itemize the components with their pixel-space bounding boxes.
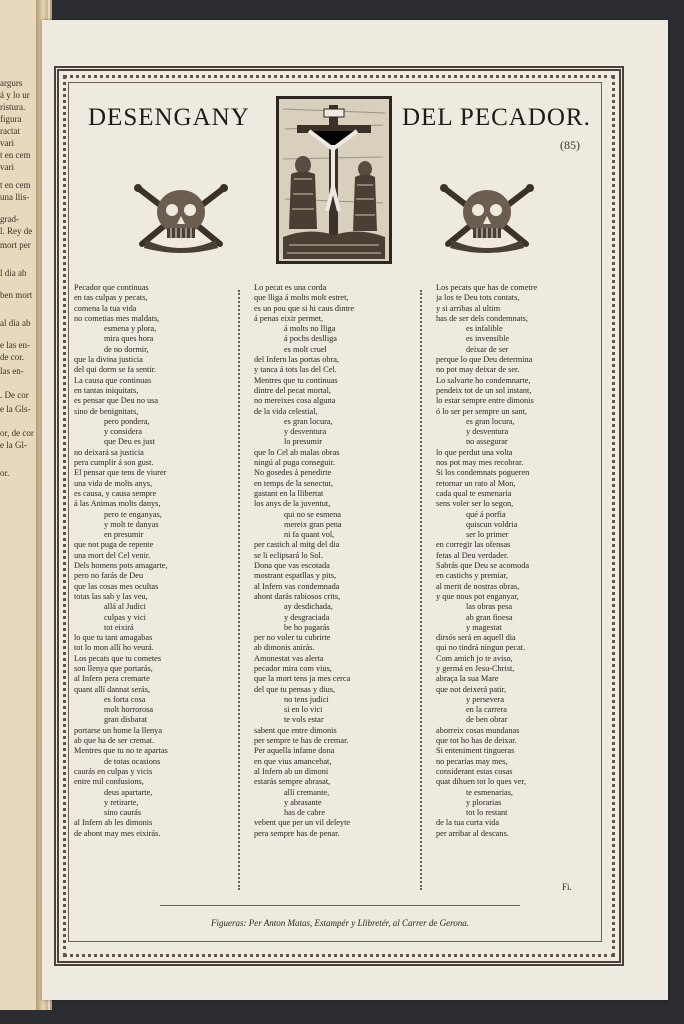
column-divider [238, 290, 244, 890]
poem-line: y tanca á tots las del Cel. [254, 365, 337, 375]
poem-line: y magestat [466, 622, 502, 632]
poem-line: lo que perdut una volta [436, 447, 513, 457]
poem-line: las obras pesa [466, 602, 513, 612]
poem-line: á penas eixir permet, [254, 313, 324, 323]
facing-page-fragment: una llis- [0, 192, 30, 202]
facing-page-fragment: or, de cor [0, 428, 34, 438]
poem-column-2 [254, 283, 420, 839]
poem-line: be ho pagarás [284, 622, 330, 632]
poem-line: molt horrorosa [104, 705, 154, 715]
poem-line: Si los condemnats pogueren [436, 468, 530, 478]
poem-line: Los pecats que tu cometes [74, 653, 162, 663]
poem-line: quat dihuen tot lo ques ver, [436, 777, 526, 787]
facing-page-fragment: vari [0, 138, 14, 148]
poem-line: ab dimonis anirás. [254, 643, 315, 653]
facing-page-fragment: ristura. [0, 102, 26, 112]
poem-line: del qui dorm se fa sentir. [74, 365, 157, 375]
poem-line: aborreix cosas mundanas [436, 725, 520, 735]
poem-line: no pecarias may mes, [436, 756, 508, 766]
poem-line: es forta cosa [104, 694, 146, 704]
poem-line: quant allí dannat serás, [74, 684, 151, 694]
poem-line: allá al Judici [104, 602, 146, 612]
crucifixion-woodcut [276, 96, 392, 264]
poem-line: al Infern vas condemnada [254, 581, 340, 591]
poem-line: á las Animas molts danys, [74, 499, 161, 509]
poem-line: es gran locura, [466, 416, 515, 426]
poem-line: no deixará sa justicia [74, 447, 144, 457]
poem-line: si en lo vici [284, 705, 323, 715]
facing-page-fragment: t en cem [0, 150, 31, 160]
poem-line: La causa que continuas [74, 375, 152, 385]
poem-line: son llenya que portarás, [74, 663, 153, 673]
poem-line: totas las sab y las veu, [74, 591, 148, 601]
facing-page-fragment: e las en- [0, 340, 30, 350]
poem-line: Per aquella infame dona [254, 746, 335, 756]
poem-line: no assegurar [466, 437, 508, 447]
facing-page-fragment: l. Rey de [0, 226, 33, 236]
poem-line: qui no se esmena [284, 509, 341, 519]
poem-line: de no dormir, [104, 344, 149, 354]
poem-line: sabent que entre dimonis [254, 725, 337, 735]
poem-line: abraça la sua Mare [436, 674, 499, 684]
poem-line: fetas al Deu verdader. [436, 550, 509, 560]
facing-page-fragment: or. [0, 468, 10, 478]
poem-line: una vida de molts anys, [74, 478, 153, 488]
poem-line: del Infern las portas obra, [254, 355, 340, 365]
facing-page-fragment: argurs [0, 78, 23, 88]
poem-line: que la divina justicia [74, 355, 143, 365]
skull-icon [440, 182, 534, 254]
poem-line: en castichs y premiar, [436, 571, 509, 581]
poem-column-3 [436, 283, 602, 839]
poem-line: per no voler tu cubrirte [254, 633, 331, 643]
poem-line: mereix gran pena [284, 519, 342, 529]
poem-line: que Deu es just [104, 437, 155, 447]
skull-crossbones-left [134, 182, 228, 254]
facing-page-fragment: e la Gl- [0, 440, 27, 450]
poem-line: tot lo mon allí ho veurá. [74, 643, 154, 653]
poem-line: en la carrera [466, 705, 507, 715]
poem-line: ab gran finesa [466, 612, 513, 622]
poem-line: en tas culpas y pecats, [74, 293, 148, 303]
facing-page-fragment: de cor. [0, 352, 24, 362]
facing-page-fragment: mort per [0, 240, 31, 250]
poem-line: que la mort tens ja mes cerca [254, 674, 351, 684]
poem-line: no cometias mes maldats, [74, 313, 160, 323]
poem-line: gran disbarat [104, 715, 148, 725]
poem-line: en que vius amancebat, [254, 756, 332, 766]
poem-line: qui no tindrá ningun pecat. [436, 643, 526, 653]
poem-line: en temps de la senectut, [254, 478, 334, 488]
poem-line: ó lo ser per sempre un sant, [436, 406, 528, 416]
poem-line: que lo Cel ab malas obras [254, 447, 340, 457]
poem-line: dintre del pecat mortal, [254, 385, 331, 395]
poem-line: que tot ho has de deixar. [436, 736, 517, 746]
poem-line: entre mil confusions, [74, 777, 144, 787]
poem-line: esmena y plora, [104, 324, 157, 334]
poem-line: sino de benignitats, [74, 406, 139, 416]
poem-line: tot eixirá [104, 622, 134, 632]
facing-page-fragment: ben mort [0, 290, 33, 300]
poem-line: es gran locura, [284, 416, 333, 426]
poem-column-1 [74, 283, 240, 839]
poem-line: dirsós será en aquell dia [436, 633, 516, 643]
poem-line: en tantas iniquitats, [74, 385, 139, 395]
poem-line: es invensible [466, 334, 510, 344]
poem-line: sens voler ser lo segon, [436, 499, 514, 509]
poem-line: Sabrás que Deu se acomoda [436, 561, 530, 571]
poem-line: no mereixes cosa alguna [254, 396, 336, 406]
poem-line: de ben obrar [466, 715, 508, 725]
poem-line: los anys de la juventut, [254, 499, 331, 509]
poem-line: has de cabre [284, 808, 325, 818]
poem-line: Los pecats que has de cometre [436, 283, 538, 292]
poem-line: que not puga de repente [74, 540, 154, 550]
poem-line: en presumir [104, 530, 144, 540]
poem-line: es molt cruel [284, 344, 327, 354]
poem-line: es pensar que Deu no usa [74, 396, 159, 406]
poem-line: y considera [104, 427, 143, 437]
poem-line: pero pondera, [104, 416, 150, 426]
poem-line: quiscun voldria [466, 519, 518, 529]
poem-line: al Infern ab un dimoni [254, 766, 329, 776]
poem-line: una mort del Cel venir. [74, 550, 151, 560]
facing-page-fragment: grad- [0, 214, 19, 224]
poem-line: se li eclipsará lo Sol. [254, 550, 323, 560]
poem-line: perque lo que Deu determina [436, 355, 533, 365]
poem-line: no pot may deixar de ser. [436, 365, 520, 375]
poem-line: que las cosas mes ocultas [74, 581, 159, 591]
poem-line: retornar un rato al Mon, [436, 478, 516, 488]
poem-line: que not deixerá patir, [436, 684, 507, 694]
page-number: (85) [560, 138, 580, 152]
poem-line: Mentres que tu no te apartas [74, 746, 168, 756]
poem-line: cada qual te esmenaria [436, 488, 512, 498]
facing-page-fragment: ractat [0, 126, 20, 136]
poem-line: es un pou que si hi caus dintre [254, 303, 355, 313]
skull-crossbones-right [440, 182, 534, 254]
poem-line: Com amich jo te aviso, [436, 653, 513, 663]
poem-line: ningú al puga conseguir. [254, 458, 336, 468]
printer-imprint: Figueras: Per Anton Matas, Estampér y Llibretér, al Carrer de Gerona. [210, 918, 470, 928]
facing-page-fragment: . De cor [0, 390, 29, 400]
poem-line: Mentres que tu continuas [254, 375, 338, 385]
poem-line: pero no farás de Deu [74, 571, 144, 581]
poem-line: es causa, y causa sempre [74, 488, 157, 498]
poem-line: ni fa quant vol, [284, 530, 335, 540]
poem-line: per castich al mitg del dia [254, 540, 340, 550]
poem-line: no tens judici [284, 694, 329, 704]
poem-line: comena la tua vida [74, 303, 137, 313]
facing-page-fragment: figura [0, 114, 22, 124]
poem-line: en corregir las ofensas [436, 540, 511, 550]
poem-line: per arribar al descans. [436, 828, 509, 838]
facing-page-fragment: vari [0, 162, 14, 172]
poem-line: pecador mira com vius, [254, 663, 332, 673]
poem-line: y que nous pot enganyar, [436, 591, 519, 601]
poem-line: al Infern pera cremarte [74, 674, 150, 684]
poem-line: lo presumir [284, 437, 323, 447]
poem-line: deixar de ser [466, 344, 509, 354]
poem-line: considerant estas cosas [436, 766, 513, 776]
poem-line: ab que ha de ser cremat. [74, 736, 155, 746]
poem-line: y desgraciada [284, 612, 330, 622]
poem-line: vebent que per un vil deleyte [254, 818, 351, 828]
poem-line: y germá en Jesu-Christ, [436, 663, 515, 673]
poem-line: y molt te danyas [104, 519, 159, 529]
poem-line: ja los te Deu tots contats, [436, 293, 520, 303]
poem-line: estarás sempre abrasat, [254, 777, 331, 787]
poem-line: al merit de nostras obras, [436, 581, 520, 591]
poem-line: ser lo primer [466, 530, 509, 540]
poem-line: Lo pecat es una corda [254, 283, 327, 292]
poem-line: per sempre te has de cremar. [254, 736, 349, 746]
column-divider [420, 290, 426, 890]
facing-page-fragment: á y lo ur [0, 90, 30, 100]
poem-line: de totas ocasions [104, 756, 161, 766]
poem-line: has de ser dels condemnats, [436, 313, 528, 323]
facing-page-fragment: l dia ab [0, 268, 27, 278]
poem-line: ahont darás rabiosos crits, [254, 591, 341, 601]
poem-line: El pensar que tens de viurer [74, 468, 167, 478]
title-left: DESENGANY [88, 104, 250, 131]
poem-line: culpas y vici [104, 612, 146, 622]
poem-line: Si enteniment tingueras [436, 746, 515, 756]
poem-line: mira ques hora [104, 334, 154, 344]
poem-line: nos pot may mes recobrar. [436, 458, 524, 468]
poem-line: Pecador que continuas [74, 283, 149, 292]
poem-line: que lliga á molts molt estret, [254, 293, 349, 303]
poem-line: caurás en culpas y vicis [74, 766, 153, 776]
poem-line: mostrant espatllas y pits, [254, 571, 337, 581]
poem-line: y retirarte, [104, 797, 139, 807]
facing-page-fragment: al dia ab [0, 318, 31, 328]
poem-line: de la vida celestial, [254, 406, 318, 416]
poem-line: No gosedes á penedirte [254, 468, 332, 478]
poem-line: qué á porfia [466, 509, 506, 519]
poem-line: Dona que vas escotada [254, 561, 330, 571]
poem-line: pendeix tot de un sol instant, [436, 385, 532, 395]
poem-line: lo estar sempre entre dimonis [436, 396, 534, 406]
poem-line: y persevera [466, 694, 505, 704]
poem-line: deus apartarte, [104, 787, 153, 797]
poem-line: pero te enganyas, [104, 509, 162, 519]
footer-rule [160, 905, 520, 906]
poem-line: Lo salvarte ho condemnarte, [436, 375, 531, 385]
poem-line: sino caurás [104, 808, 142, 818]
facing-page-fragment: las en- [0, 366, 24, 376]
poem-line: pera cumplir á son gust. [74, 458, 154, 468]
poem-line: te vols estar [284, 715, 324, 725]
poem-line: al Infern ab les dimonis [74, 818, 153, 828]
poem-line: pera sempre has de penar. [254, 828, 340, 838]
poem-line: Amonestat vas alerta [254, 653, 324, 663]
poem-line: te esmenarias, [466, 787, 513, 797]
poem-line: á pochs deslliga [284, 334, 337, 344]
poem-line: portarse un home la llenya [74, 725, 163, 735]
poem-line: á molts no lliga [284, 324, 336, 334]
poem-line: es infalible [466, 324, 503, 334]
poem-line: y plorarias [466, 797, 502, 807]
poem-line: ay desdichada, [284, 602, 333, 612]
poem-line: lo que tu tant amagabas [74, 633, 153, 643]
poem-line: gastant en la llibertat [254, 488, 324, 498]
poem-line: tot lo restant [466, 808, 508, 818]
crucifixion-image [279, 99, 389, 261]
poem-line: y si arribas al ultim [436, 303, 501, 313]
poem-line: y abrasante [284, 797, 322, 807]
facing-page-fragment: e la Gls- [0, 404, 31, 414]
poem-line: de la tua curta vida [436, 818, 500, 828]
closing-mark: Fi. [562, 882, 572, 892]
poem-line: y desventura [284, 427, 327, 437]
poem-line: y desventura [466, 427, 509, 437]
poem-line: de ahont may mes eixirás. [74, 828, 161, 838]
poem-line: Dels homens pots amagarte, [74, 561, 168, 571]
title-right: DEL PECADOR. [402, 104, 591, 131]
skull-icon [134, 182, 228, 254]
poem-line: allí cremante, [284, 787, 330, 797]
facing-page-fragment: t en cem [0, 180, 31, 190]
poem-line: del que tu pensas y dius, [254, 684, 336, 694]
